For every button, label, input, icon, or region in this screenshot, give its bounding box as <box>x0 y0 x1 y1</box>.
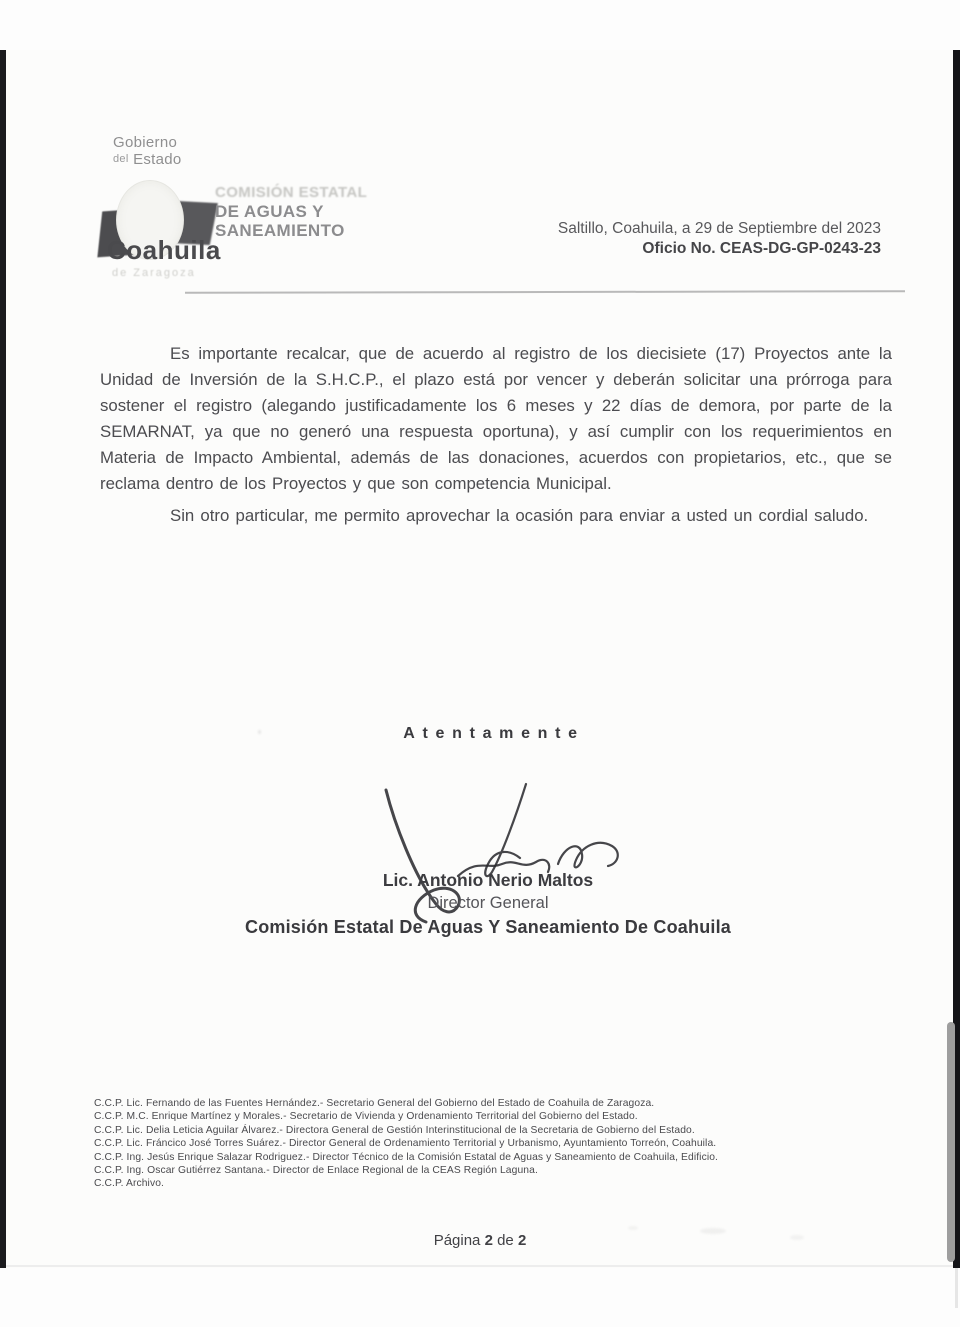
org-line2: DE AGUAS Y <box>215 202 324 221</box>
date-and-oficio <box>558 219 881 259</box>
gobierno-line2-small: del <box>113 153 129 165</box>
org-line1: COMISIÓN ESTATAL <box>215 184 368 201</box>
gobierno-del-estado-label <box>113 134 182 168</box>
signature-block <box>0 869 960 939</box>
letter-body <box>100 341 892 536</box>
gobierno-line2: Estado <box>133 151 182 168</box>
scan-artifact <box>628 1226 638 1230</box>
ccp-item: C.C.P. Lic. Delia Leticia Aguilar Álvarez.- Directora General de Gestión Interinstitucional de la Secretaria de Gobierno del Estado. <box>94 1124 695 1136</box>
signer-name: Lic. Antonio Nerio Maltos <box>382 870 594 890</box>
ccp-item: C.C.P. Ing. Oscar Gutiérrez Santana.- Director de Enlace Regional de la CEAS Región Laguna. <box>94 1165 538 1177</box>
body-paragraph-1: Es importante recalcar, que de acuerdo al registro de los diecisiete (17) Proyectos ante la Unidad de Inversión de la S.H.C.P., el plazo está por vencer y deberán solicitar una prórroga para sostener el registro (alegando justificadamente los 6 meses y 22 días de demora, por parte de la SEMARNAT, ya que no generó una respuesta oportuna), y así cumplir con los requerimientos en Materia de Impacto Ambiental, además de las donaciones, acuerdos con propietarios, etc., que se reclama dentro de los Proyectos y que son competencia Municipal. <box>100 344 892 493</box>
ccp-item: C.C.P. Lic. Fráncico José Torres Suárez.- Director General de Ordenamiento Territorial y Urbanismo, Ayuntamiento Torreón, Coahuila. <box>94 1138 717 1150</box>
body-paragraph-2: Sin otro particular, me permito aprovechar la ocasión para enviar a usted un cordial saludo. <box>170 506 869 526</box>
org-line3: SANEAMIENTO <box>215 221 345 240</box>
ccp-item: C.C.P. Lic. Fernando de las Fuentes Hernández.- Secretario General del Gobierno del Estado de Coahuila de Zaragoza. <box>94 1098 655 1109</box>
signer-title: Director General <box>427 894 549 912</box>
ccp-item: C.C.P. Ing. Jesús Enrique Salazar Rodriguez.- Director Técnico de la Comisión Estatal de Aguas y Saneamiento de Coahuila, Edificio. <box>94 1151 718 1163</box>
gobierno-line1: Gobierno <box>113 134 178 151</box>
scan-artifact <box>258 730 261 734</box>
photo-edge-tail <box>955 1268 958 1308</box>
page-number <box>0 1232 960 1249</box>
page-label: Página <box>433 1232 481 1249</box>
page-current: 2 <box>484 1232 493 1249</box>
logo-title: Coahuila <box>107 235 221 265</box>
logo-subtitle: de Zaragoza <box>112 267 196 279</box>
ccp-list <box>94 1097 794 1191</box>
organization-name <box>215 182 367 240</box>
photo-edge-left <box>0 50 6 1268</box>
ccp-item: C.C.P. Archivo. <box>94 1178 164 1190</box>
closing-salutation: Atentamente <box>403 725 585 742</box>
page-separator: de <box>497 1232 514 1249</box>
signer-organization: Comisión Estatal De Aguas Y Saneamiento De Coahuila <box>245 917 731 937</box>
photo-bottom-edge <box>6 1265 953 1267</box>
scan-artifact <box>700 1228 726 1234</box>
scrollbar-thumb[interactable] <box>947 1022 955 1262</box>
scan-artifact <box>790 1235 804 1240</box>
page-total: 2 <box>517 1232 527 1249</box>
ccp-item: C.C.P. M.C. Enrique Martínez y Morales.- Secretario de Vivienda y Ordenamiento Territorial del Gobierno del Estado. <box>94 1111 638 1123</box>
date-line: Saltillo, Coahuila, a 29 de Septiembre del 2023 <box>557 220 881 237</box>
header-divider <box>185 290 905 293</box>
oficio-number: Oficio No. CEAS-DG-GP-0243-23 <box>642 240 881 257</box>
scanned-letter <box>0 50 960 1268</box>
